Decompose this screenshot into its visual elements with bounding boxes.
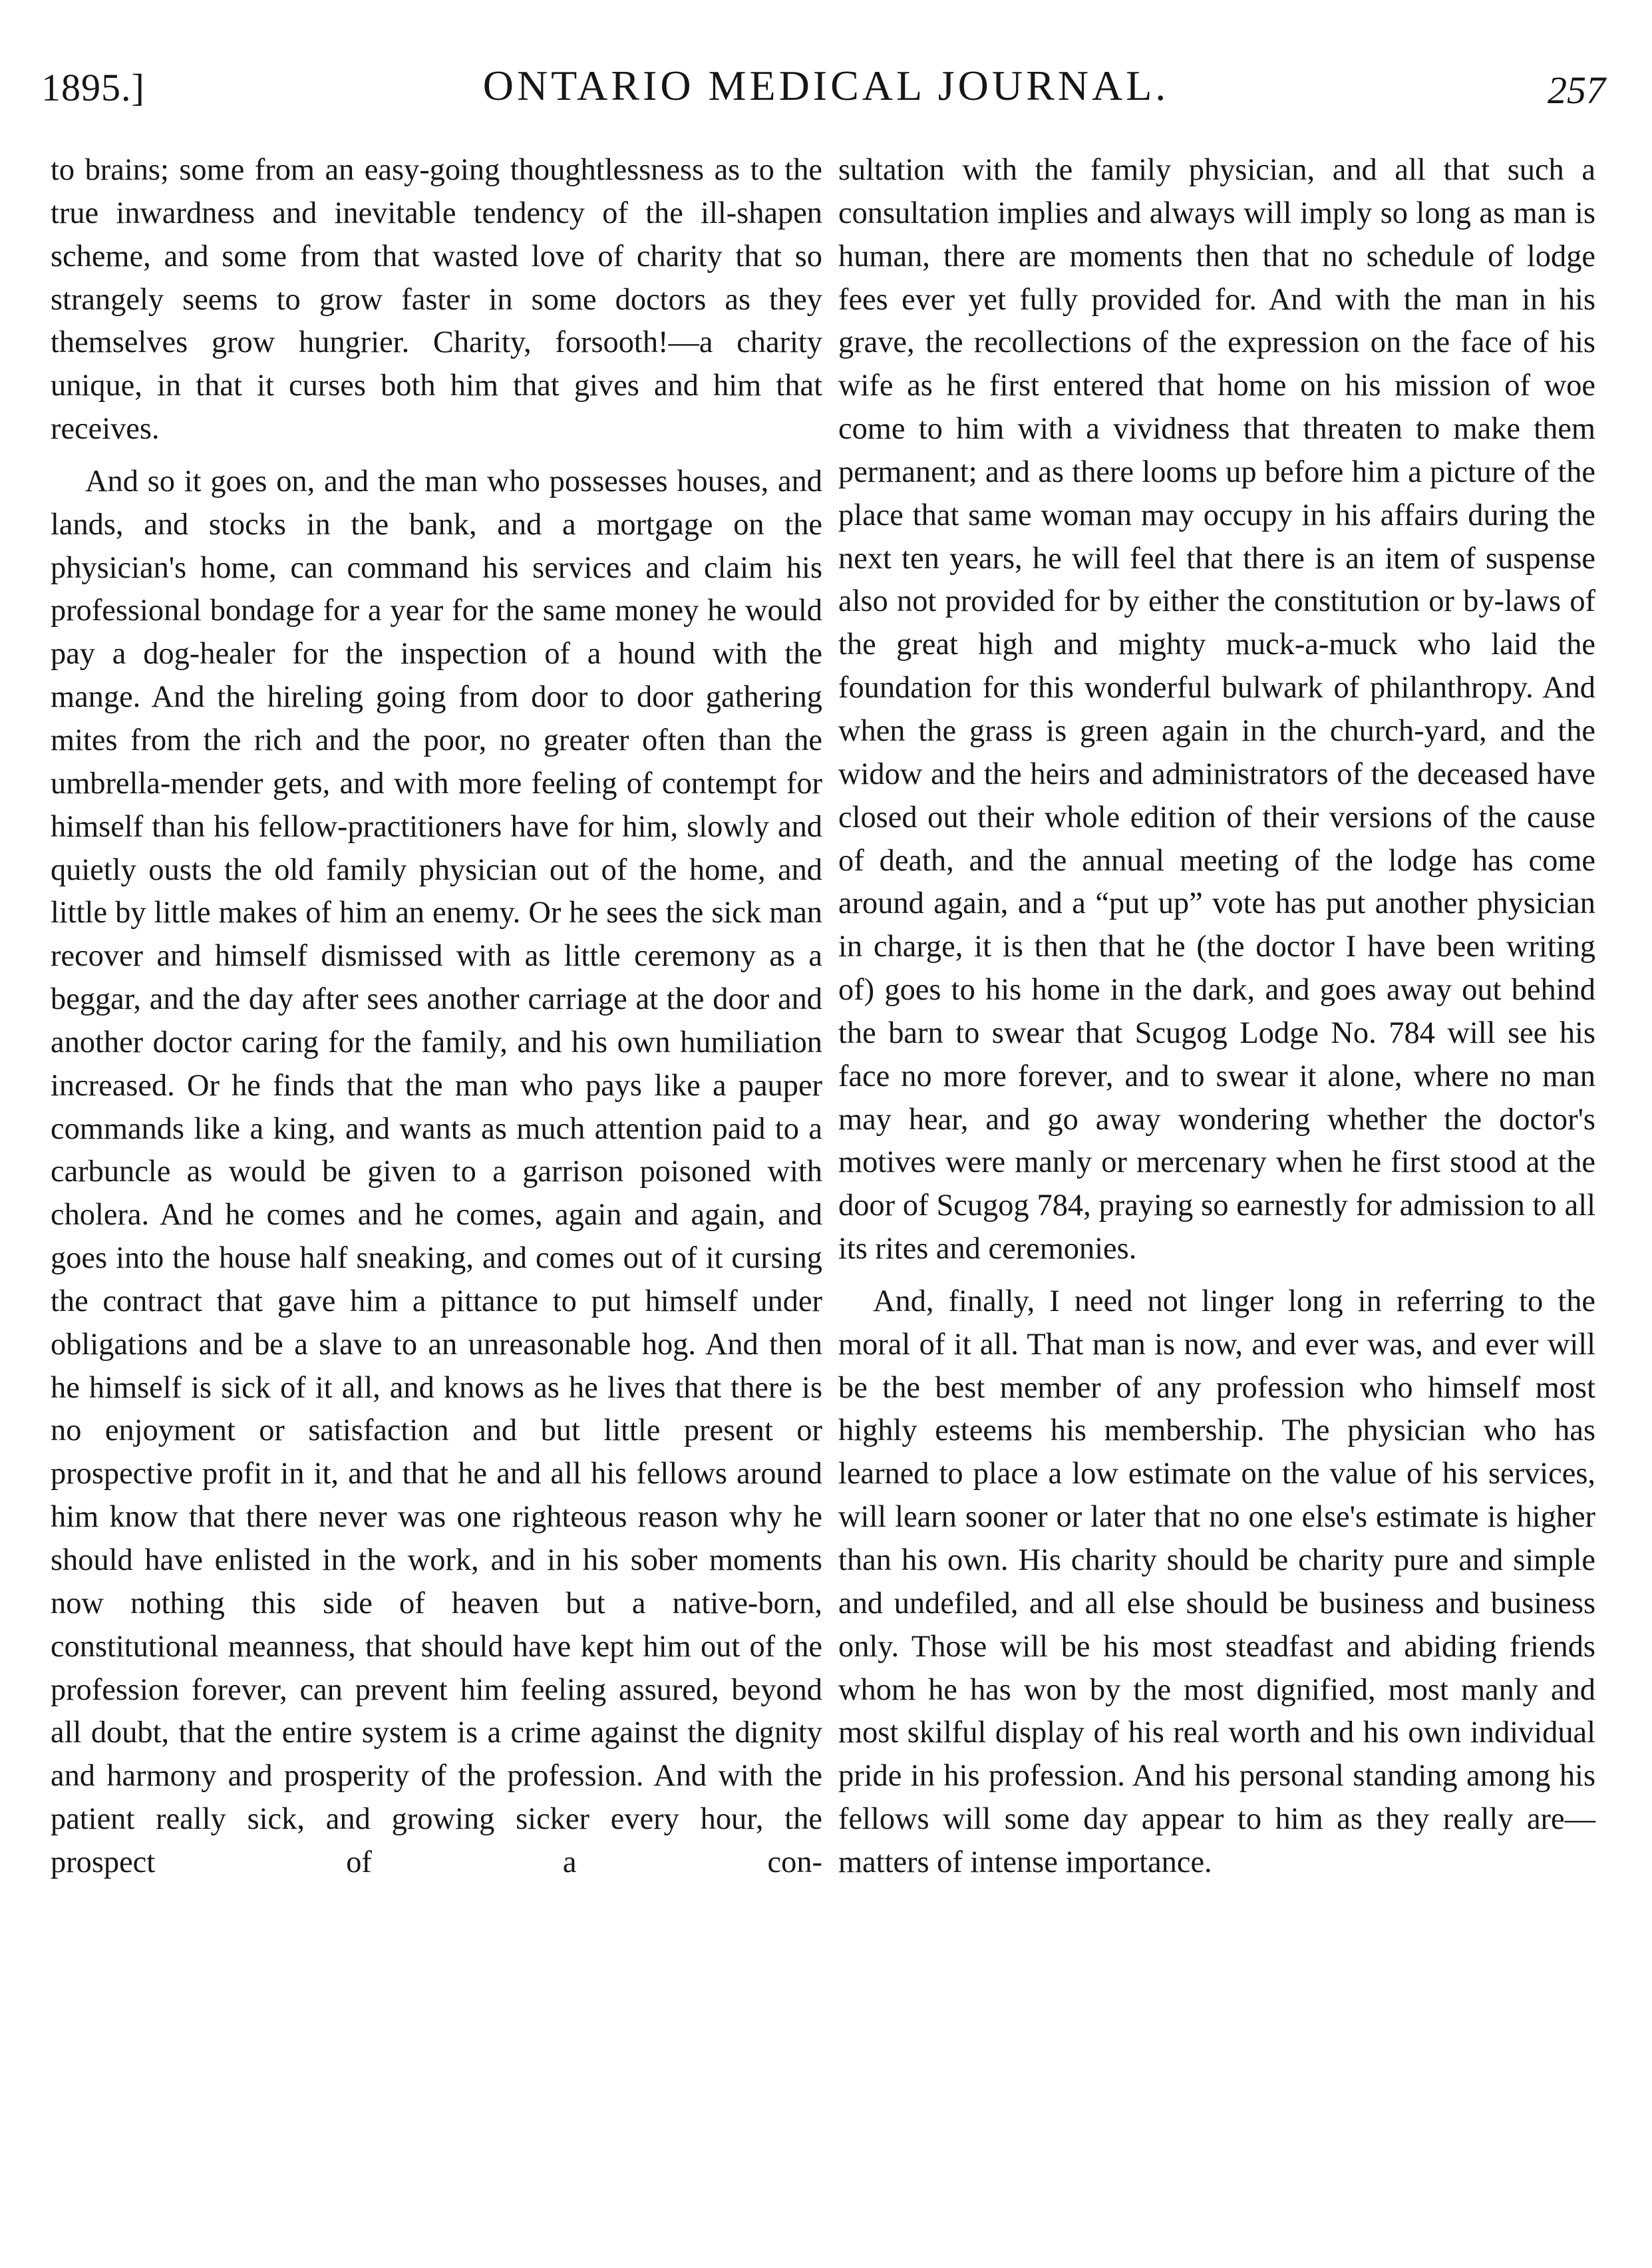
page-number: 257 (1548, 69, 1605, 112)
right-column (838, 149, 1595, 1885)
paragraph: And, finally, I need not linger long in referring to the moral of it all. That man is now, and ever was, and ever will be the best member of any profession who himself most highly esteems his membership. The physician who has learned to place a low estimate on the value of his services, will learn sooner or later that no one else's estimate is higher than his own. His charity should be charity pure and simple and undefiled, and all else should be business and business only. Those will be his most steadfast and abiding friends whom he has won by the most dignified, most manly and most skilful display of his real worth and his own individual pride in his profession. And his personal standing among his fellows will some day appear to him as they really are—matters of intense importance. (838, 1284, 1595, 1879)
journal-title: ONTARIO MEDICAL JOURNAL. (482, 62, 1170, 109)
issue-year: 1895.] (41, 66, 145, 109)
paragraph: sultation with the family physician, and all that such a consultation implies and always will imply so long as man is human, there are moments then that no schedule of lodge fees ever yet fully provided for. And with the man in his grave, the recollections of the expression on the face of his wife as he first entered that home on his mission of woe come to him with a vividness that threaten to make them permanent; and as there looms up before him a picture of the place that same woman may occupy in his affairs during the next ten years, he will feel that there is an item of suspense also not provided for by either the constitution or by-laws of the great high and mighty muck-a-muck who laid the foundation for this wonderful bulwark of philanthropy. And when the grass is green again in the church-yard, and the widow and the heirs and administrators of the deceased have closed out their whole edition of their versions of the cause of death, and the annual meeting of the lodge has come around again, and a “put up” vote has put another physician in charge, it is then that he (the doctor I have been writing of) goes to his home in the dark, and goes away out behind the barn to swear that Scugog Lodge No. 784 will see his face no more forever, and to swear it alone, where no man may hear, and go away wondering whether the doctor's motives were manly or mercenary when he first stood at the door of Scugog 784, praying so earnestly for admission to all its rites and ceremonies. (838, 153, 1595, 1266)
page-header (0, 0, 1652, 133)
left-column (51, 149, 822, 1885)
paragraph: And so it goes on, and the man who possesses houses, and lands, and stocks in the bank, and a mortgage on the physician's home, can command his services and claim his professional bondage for a year for the same money he would pay a dog-healer for the inspection of a hound with the mange. And the hireling going from door to door gathering mites from the rich and the poor, no greater often than the umbrella-mender gets, and with more feeling of contempt for himself than his fellow-practitioners have for him, slowly and quietly ousts the old family physician out of the home, and little by little makes of him an enemy. Or he sees the sick man recover and himself dismissed with as little ceremony as a beggar, and the day after sees another carriage at the door and another doctor caring for the family, and his own humiliation increased. Or he finds that the man who pays like a pauper commands like a king, and wants as much attention paid to a carbuncle as would be given to a garrison poisoned with cholera. And he comes and he comes, again and again, and goes into the house half sneaking, and comes out of it cursing the contract that gave him a pittance to put himself under obligations and be a slave to an unreasonable hog. And then he himself is sick of it all, and knows as he lives that there is no enjoyment or satisfaction and but little present or prospective profit in it, and that he and all his fellows around him know that there never was one righteous reason why he should have enlisted in the work, and in his sober moments now nothing this side of heaven but a native-born, constitutional meanness, that should have kept him out of the profession forever, can prevent him feeling assured, beyond all doubt, that the entire system is a crime against the dignity and harmony and prosperity of the profession. And with the patient really sick, and growing sicker every hour, the prospect of a con- (51, 464, 822, 1879)
paragraph: to brains; some from an easy-going thoughtlessness as to the true inwardness and inevitable tendency of the ill-shapen scheme, and some from that wasted love of charity that so strangely seems to grow faster in some doctors as they themselves grow hungrier. Charity, forsooth!—a charity unique, in that it curses both him that gives and him that receives. (51, 153, 822, 447)
